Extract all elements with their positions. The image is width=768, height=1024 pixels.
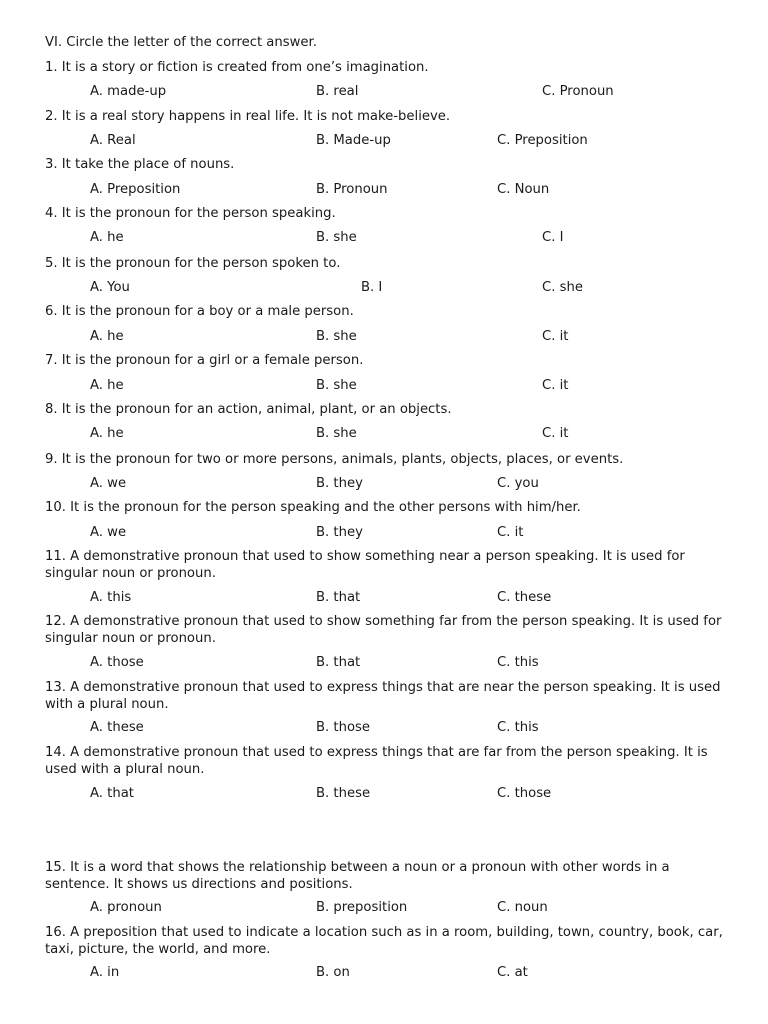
question-5: 5. It is the pronoun for the person spoken to. [45, 256, 341, 271]
q14-option-c[interactable]: C. those [497, 786, 552, 801]
q4-option-c[interactable]: C. I [542, 230, 564, 245]
q10-option-c[interactable]: C. it [497, 525, 524, 540]
q13-option-b[interactable]: B. those [316, 720, 371, 735]
question-6: 6. It is the pronoun for a boy or a male person. [45, 304, 354, 319]
q15-option-a[interactable]: A. pronoun [90, 900, 162, 915]
q14-option-b[interactable]: B. these [316, 786, 371, 801]
q5-option-a[interactable]: A. You [90, 280, 130, 295]
question-14: 14. A demonstrative pronoun that used to express things that are far from the person speaking. It is used with a plural noun. [45, 745, 708, 777]
q6-option-a[interactable]: A. he [90, 329, 124, 344]
question-3: 3. It take the place of nouns. [45, 157, 235, 172]
question-4: 4. It is the pronoun for the person speaking. [45, 206, 336, 221]
question-1: 1. It is a story or fiction is created from one’s imagination. [45, 60, 429, 75]
q9-option-c[interactable]: C. you [497, 476, 539, 491]
instructions-heading: VI. Circle the letter of the correct answer. [45, 35, 317, 50]
question-9: 9. It is the pronoun for two or more persons, animals, plants, objects, places, or events. [45, 452, 624, 467]
question-8: 8. It is the pronoun for an action, animal, plant, or an objects. [45, 402, 452, 417]
q1-option-b[interactable]: B. real [316, 84, 359, 99]
q16-option-c[interactable]: C. at [497, 965, 528, 980]
q4-option-a[interactable]: A. he [90, 230, 124, 245]
q9-option-b[interactable]: B. they [316, 476, 363, 491]
question-12: 12. A demonstrative pronoun that used to show something far from the person speaking. It is used for singular noun or pronoun. [45, 614, 722, 646]
q12-option-c[interactable]: C. this [497, 655, 539, 670]
q11-option-b[interactable]: B. that [316, 590, 361, 605]
q8-option-b[interactable]: B. she [316, 426, 357, 441]
q14-option-a[interactable]: A. that [90, 786, 134, 801]
q3-option-b[interactable]: B. Pronoun [316, 182, 388, 197]
q6-option-c[interactable]: C. it [542, 329, 569, 344]
q5-option-c[interactable]: C. she [542, 280, 583, 295]
q4-option-b[interactable]: B. she [316, 230, 357, 245]
q11-option-c[interactable]: C. these [497, 590, 552, 605]
q12-option-b[interactable]: B. that [316, 655, 361, 670]
q15-option-c[interactable]: C. noun [497, 900, 548, 915]
question-15: 15. It is a word that shows the relationship between a noun or a pronoun with other words in a sentence. It shows us directions and positions. [45, 860, 670, 892]
q13-option-a[interactable]: A. these [90, 720, 144, 735]
q1-option-c[interactable]: C. Pronoun [542, 84, 614, 99]
q10-option-a[interactable]: A. we [90, 525, 127, 540]
question-13: 13. A demonstrative pronoun that used to express things that are near the person speaking. It is used with a plural noun. [45, 680, 721, 712]
q16-option-a[interactable]: A. in [90, 965, 120, 980]
q7-option-c[interactable]: C. it [542, 378, 569, 393]
q5-option-b[interactable]: B. I [361, 280, 383, 295]
q13-option-c[interactable]: C. this [497, 720, 539, 735]
q8-option-c[interactable]: C. it [542, 426, 569, 441]
question-16: 16. A preposition that used to indicate a location such as in a room, building, town, country, book, car, taxi, picture, the world, and more. [45, 925, 723, 957]
q2-option-c[interactable]: C. Preposition [497, 133, 588, 148]
q8-option-a[interactable]: A. he [90, 426, 124, 441]
q7-option-b[interactable]: B. she [316, 378, 357, 393]
q2-option-a[interactable]: A. Real [90, 133, 136, 148]
q11-option-a[interactable]: A. this [90, 590, 132, 605]
question-7: 7. It is the pronoun for a girl or a female person. [45, 353, 364, 368]
q12-option-a[interactable]: A. those [90, 655, 144, 670]
q9-option-a[interactable]: A. we [90, 476, 127, 491]
question-11: 11. A demonstrative pronoun that used to show something near a person speaking. It is used for singular noun or pronoun. [45, 549, 685, 581]
question-2: 2. It is a real story happens in real life. It is not make-believe. [45, 109, 451, 124]
q6-option-b[interactable]: B. she [316, 329, 357, 344]
q7-option-a[interactable]: A. he [90, 378, 124, 393]
q10-option-b[interactable]: B. they [316, 525, 363, 540]
q3-option-a[interactable]: A. Preposition [90, 182, 181, 197]
q15-option-b[interactable]: B. preposition [316, 900, 408, 915]
q2-option-b[interactable]: B. Made-up [316, 133, 391, 148]
q16-option-b[interactable]: B. on [316, 965, 350, 980]
q1-option-a[interactable]: A. made-up [90, 84, 167, 99]
question-10: 10. It is the pronoun for the person speaking and the other persons with him/her. [45, 500, 581, 515]
q3-option-c[interactable]: C. Noun [497, 182, 550, 197]
